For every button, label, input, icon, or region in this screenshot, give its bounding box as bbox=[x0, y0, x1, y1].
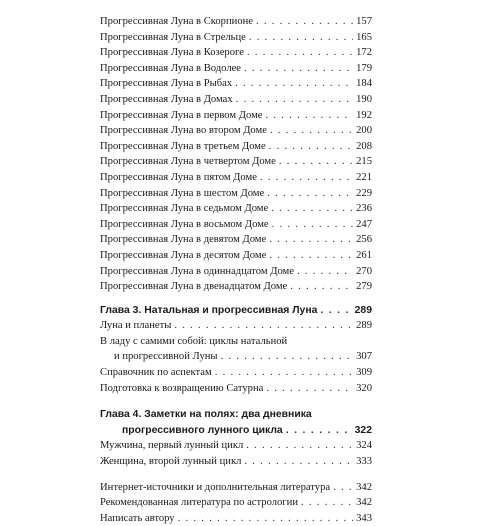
toc-entry[interactable] bbox=[100, 318, 372, 334]
toc-page-number: 307 bbox=[356, 351, 372, 363]
toc-page-number: 190 bbox=[356, 93, 372, 105]
toc-entry-label: Прогрессивная Луна в двенадцатом Доме bbox=[100, 281, 288, 293]
toc-page-number: 221 bbox=[356, 171, 372, 183]
toc-leader-dots bbox=[265, 108, 353, 124]
toc-entry[interactable] bbox=[100, 495, 372, 511]
toc-entry-label: Прогрессивная Луна в третьем Доме bbox=[100, 140, 266, 152]
toc-page-number: 270 bbox=[356, 265, 372, 277]
toc-entry-label: Мужчина, первый лунный цикл bbox=[100, 440, 244, 452]
toc-leader-dots bbox=[249, 30, 353, 46]
toc-entry-label-line2: и прогрессивной Луны bbox=[114, 351, 218, 363]
toc-entry[interactable] bbox=[100, 92, 372, 108]
toc-page-number: 208 bbox=[356, 140, 372, 152]
toc-entry[interactable] bbox=[100, 248, 372, 264]
toc-page-number: 289 bbox=[354, 304, 372, 316]
toc-entry[interactable] bbox=[100, 454, 372, 470]
toc-leader-dots bbox=[221, 349, 354, 365]
toc-page-number: 333 bbox=[356, 456, 372, 468]
toc-page-number: 247 bbox=[356, 218, 372, 230]
toc-chapter-4[interactable] bbox=[100, 407, 372, 438]
toc-entry-label: Прогрессивная Луна в одиннадцатом Доме bbox=[100, 265, 294, 277]
toc-entry[interactable] bbox=[100, 232, 372, 248]
toc-page-number: 342 bbox=[356, 481, 372, 493]
toc-entry[interactable] bbox=[100, 170, 372, 186]
toc-entry-label: Прогрессивная Луна в Рыбах bbox=[100, 78, 233, 90]
toc-page-number: 200 bbox=[356, 125, 372, 137]
toc-entry-label: Прогрессивная Луна в Скорпионе bbox=[100, 16, 253, 27]
toc-entry[interactable] bbox=[100, 279, 372, 295]
toc-page-number: 320 bbox=[356, 382, 372, 394]
toc-entry[interactable] bbox=[100, 45, 372, 61]
toc-leader-dots bbox=[215, 365, 353, 381]
toc-entry[interactable] bbox=[100, 186, 372, 202]
toc-entry-label: Прогрессивная Луна в восьмом Доме bbox=[100, 218, 269, 230]
toc-entry[interactable] bbox=[100, 76, 372, 92]
toc-entry[interactable] bbox=[100, 108, 372, 124]
toc-page-number: 343 bbox=[356, 512, 372, 524]
toc-leader-dots bbox=[286, 423, 352, 439]
toc-leader-dots bbox=[320, 303, 351, 319]
toc-entry-label: Прогрессивная Луна в пятом Доме bbox=[100, 171, 257, 183]
toc-entry[interactable] bbox=[100, 217, 372, 233]
toc-page-number: 322 bbox=[354, 424, 372, 436]
toc-entry-label: Рекомендованная литература по астрологии bbox=[100, 497, 298, 509]
toc-page-number: 179 bbox=[356, 62, 372, 74]
table-of-contents bbox=[100, 14, 372, 526]
toc-leader-dots bbox=[301, 495, 353, 511]
toc-entry[interactable] bbox=[100, 381, 372, 397]
toc-page-number: 215 bbox=[356, 156, 372, 168]
toc-leader-dots bbox=[290, 279, 353, 295]
chapter-title-line2: прогрессивного лунного цикла bbox=[122, 424, 283, 436]
toc-leader-dots bbox=[272, 217, 353, 233]
toc-entry[interactable] bbox=[100, 480, 372, 496]
toc-entry[interactable] bbox=[100, 139, 372, 155]
toc-entry-label: Прогрессивная Луна в шестом Доме bbox=[100, 187, 265, 199]
toc-entry-label: Подготовка к возвращению Сатурна bbox=[100, 382, 264, 394]
toc-entry[interactable] bbox=[100, 438, 372, 454]
toc-leader-dots bbox=[247, 45, 353, 61]
toc-leader-dots bbox=[244, 61, 353, 77]
toc-entry-label: Прогрессивная Луна в Домах bbox=[100, 93, 233, 105]
toc-leader-dots bbox=[279, 154, 353, 170]
toc-page-number: 256 bbox=[356, 234, 372, 246]
toc-leader-dots bbox=[266, 381, 353, 397]
toc-page-number: 192 bbox=[356, 109, 372, 121]
toc-page-number: 342 bbox=[356, 497, 372, 509]
toc-entry-multiline[interactable] bbox=[100, 334, 372, 365]
toc-leader-dots bbox=[267, 186, 353, 202]
toc-page-number: 289 bbox=[356, 320, 372, 332]
toc-entry[interactable] bbox=[100, 511, 372, 526]
toc-entry-label: Прогрессивная Луна в первом Доме bbox=[100, 109, 263, 121]
toc-entry-label: Прогрессивная Луна во втором Доме bbox=[100, 125, 267, 137]
toc-page-number: 279 bbox=[356, 281, 372, 293]
toc-page-number: 236 bbox=[356, 203, 372, 215]
toc-entry-label: Прогрессивная Луна в девятом Доме bbox=[100, 234, 267, 246]
toc-entry-label: Интернет-источники и дополнительная литература bbox=[100, 481, 331, 493]
toc-leader-dots bbox=[270, 123, 353, 139]
toc-entry[interactable] bbox=[100, 61, 372, 77]
toc-leader-dots bbox=[333, 480, 353, 496]
toc-leader-dots bbox=[246, 438, 353, 454]
toc-entry[interactable] bbox=[100, 123, 372, 139]
toc-entry-label: Прогрессивная Луна в Козероге bbox=[100, 47, 244, 59]
toc-entry-label: Прогрессивная Луна в Стрельце bbox=[100, 31, 246, 43]
toc-leader-dots bbox=[269, 139, 353, 155]
toc-page-number: 229 bbox=[356, 187, 372, 199]
toc-leader-dots bbox=[174, 318, 353, 334]
toc-entry-label: Справочник по аспектам bbox=[100, 367, 212, 379]
toc-page-number: 165 bbox=[356, 31, 372, 43]
toc-entry-label: Луна и планеты bbox=[100, 320, 172, 332]
toc-leader-dots bbox=[235, 76, 353, 92]
toc-leader-dots bbox=[244, 454, 353, 470]
toc-entry[interactable] bbox=[100, 154, 372, 170]
toc-entry[interactable] bbox=[100, 365, 372, 381]
toc-leader-dots bbox=[271, 201, 353, 217]
toc-page-number: 172 bbox=[356, 47, 372, 59]
toc-leader-dots bbox=[256, 14, 353, 30]
toc-entry-label: Прогрессивная Луна в Водолее bbox=[100, 62, 242, 74]
toc-entry[interactable] bbox=[100, 264, 372, 280]
toc-page-number: 324 bbox=[356, 440, 372, 452]
toc-leader-dots bbox=[269, 232, 353, 248]
toc-entry-label: Прогрессивная Луна в четвертом Доме bbox=[100, 156, 276, 168]
toc-chapter-3[interactable] bbox=[100, 303, 372, 319]
toc-entry-label-line1: В ладу с самими собой: циклы натальной bbox=[100, 335, 288, 347]
toc-entry-label: Написать автору bbox=[100, 512, 175, 524]
toc-entry-label: Прогрессивная Луна в седьмом Доме bbox=[100, 203, 269, 215]
toc-entry[interactable] bbox=[100, 201, 372, 217]
toc-entry-label: Женщина, второй лунный цикл bbox=[100, 456, 242, 468]
toc-page-number: 309 bbox=[356, 367, 372, 379]
toc-entry[interactable] bbox=[100, 14, 372, 30]
toc-entry-label: Прогрессивная Луна в десятом Доме bbox=[100, 249, 267, 261]
toc-leader-dots bbox=[178, 511, 354, 526]
toc-page-number: 184 bbox=[356, 78, 372, 90]
toc-leader-dots bbox=[260, 170, 353, 186]
toc-page-number: 157 bbox=[356, 16, 372, 27]
chapter-title: Глава 3. Натальная и прогрессивная Луна bbox=[100, 304, 318, 316]
toc-page-number: 261 bbox=[356, 249, 372, 261]
chapter-title-line1: Глава 4. Заметки на полях: два дневника bbox=[100, 409, 312, 421]
toc-leader-dots bbox=[297, 264, 353, 280]
toc-entry[interactable] bbox=[100, 30, 372, 46]
toc-leader-dots bbox=[236, 92, 353, 108]
toc-leader-dots bbox=[269, 248, 353, 264]
